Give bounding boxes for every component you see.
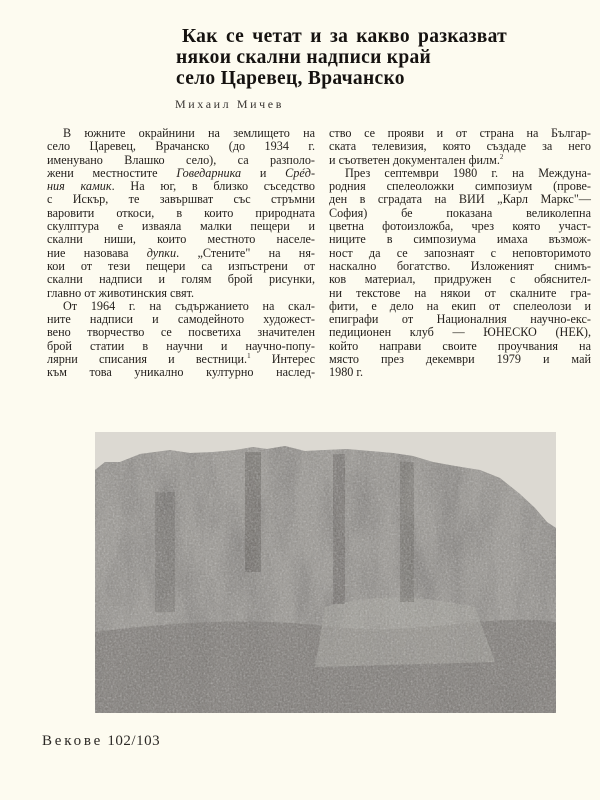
author-byline: Михаил Мичев: [175, 97, 284, 111]
text-line: родния спелеоложки симпозиум (прове-: [329, 179, 591, 194]
title-line-3: село Царевец, Врачанско: [176, 68, 405, 89]
text-line: ниците в симпозиума имаха възмож-: [329, 232, 591, 247]
italic-place-name: Срéд-: [285, 165, 315, 180]
text-fragment: и съответен документален филм.: [329, 152, 500, 167]
paragraph-3: [329, 127, 591, 167]
text-line: ство се прояви и от страна на Българ-: [329, 126, 591, 140]
title-line-1: Как се четат и за какво разказват: [182, 26, 508, 47]
paragraph-2: [47, 300, 315, 313]
text-line: София) бе показана великолепна: [329, 205, 591, 220]
text-line: В южните окрайнини на землището на: [63, 126, 315, 140]
text-line: главно от животинския свят.: [47, 285, 195, 300]
text-line: [47, 167, 315, 180]
text-line: През септември 1980 г. на Междуна-: [345, 165, 591, 180]
text-line: кои от тези пещери са изпъстрени от: [47, 258, 315, 273]
text-line: педиционен клуб — ЮНЕСКО (НЕК),: [329, 325, 591, 340]
text-line: село Царевец, Врачанско (до 1934 г.: [47, 139, 315, 154]
text-line: скални надписи и голям брой рисунки,: [47, 272, 315, 287]
paragraph-4: [329, 167, 591, 180]
text-line: ните надписи и самодейното художест-: [47, 312, 315, 327]
paragraph-1: [47, 127, 315, 140]
text-line: цветна фотоизложба, чрез която участ-: [329, 219, 591, 234]
text-line: вено творчество се посветиха значителен: [47, 325, 315, 340]
paragraph-2-cont: [47, 313, 315, 379]
left-column: [47, 127, 315, 380]
text-line: наскално богатство. Изложеният снимъ-: [329, 258, 591, 273]
text-fragment: . „Стените" на ня-: [176, 245, 315, 260]
text-line: ни текстове на някои от скалните гра-: [329, 285, 591, 300]
text-line: От 1964 г. на съдържанието на скал-: [63, 298, 315, 313]
text-fragment: лярни списания и вестници.: [47, 352, 248, 367]
italic-place-name: Говедарника: [176, 165, 242, 180]
text-line: брой статии в научни и научно-попу-: [47, 338, 315, 353]
text-line: към това уникално културно наслед-: [47, 365, 315, 380]
text-line: фити, е дело на екип от спелеолози и: [329, 298, 591, 313]
magazine-name: Векове: [42, 733, 104, 749]
text-line: скулптура е изваяла малки пещери и: [47, 219, 315, 234]
text-line: ската телевизия, която създаде за него: [329, 139, 591, 154]
article-title: [176, 26, 576, 89]
text-line: именувано Влашко село), са разполо-: [47, 152, 315, 167]
text-line: епиграфи от Националния научно-екс-: [329, 312, 591, 327]
text-line: скални ниши, които местното населе-: [47, 232, 315, 247]
footnote-marker[interactable]: 2: [499, 152, 504, 161]
text-line: [329, 154, 591, 167]
text-fragment: Интерес: [250, 352, 316, 367]
paragraph-4-cont: [329, 180, 591, 379]
text-line: варовити откоси, в които природната: [47, 205, 315, 220]
text-line: ния камик. На юг, в близко съседство: [47, 179, 315, 194]
text-line: [47, 247, 315, 260]
text-line: ден в сградата на ВИИ „Карл Маркс"—: [329, 192, 591, 207]
page-footer: [42, 733, 160, 750]
text-line: ност да се запознаят с неповторимото: [329, 245, 591, 260]
text-fragment: ние назовава: [47, 245, 147, 260]
text-fragment: и: [241, 165, 286, 180]
text-line: място през декември 1979 и май: [329, 352, 591, 367]
cliff-photograph: [95, 432, 556, 713]
text-line: с Искър, те завършват със стръмни: [47, 192, 315, 207]
text-line: [47, 353, 315, 366]
right-column: [329, 127, 591, 380]
italic-term: дупки: [146, 245, 177, 260]
paragraph-1-cont: [47, 140, 315, 300]
text-fragment: жени местностите: [47, 165, 177, 180]
footnote-marker[interactable]: 1: [247, 352, 251, 361]
text-line: който направи своите проучвания на: [329, 338, 591, 353]
text-line: ков материал, придружен с обяснител-: [329, 272, 591, 287]
title-line-2: някои скални надписи край: [176, 47, 432, 68]
issue-number: 102/103: [107, 733, 161, 749]
text-line: 1980 г.: [329, 365, 364, 380]
